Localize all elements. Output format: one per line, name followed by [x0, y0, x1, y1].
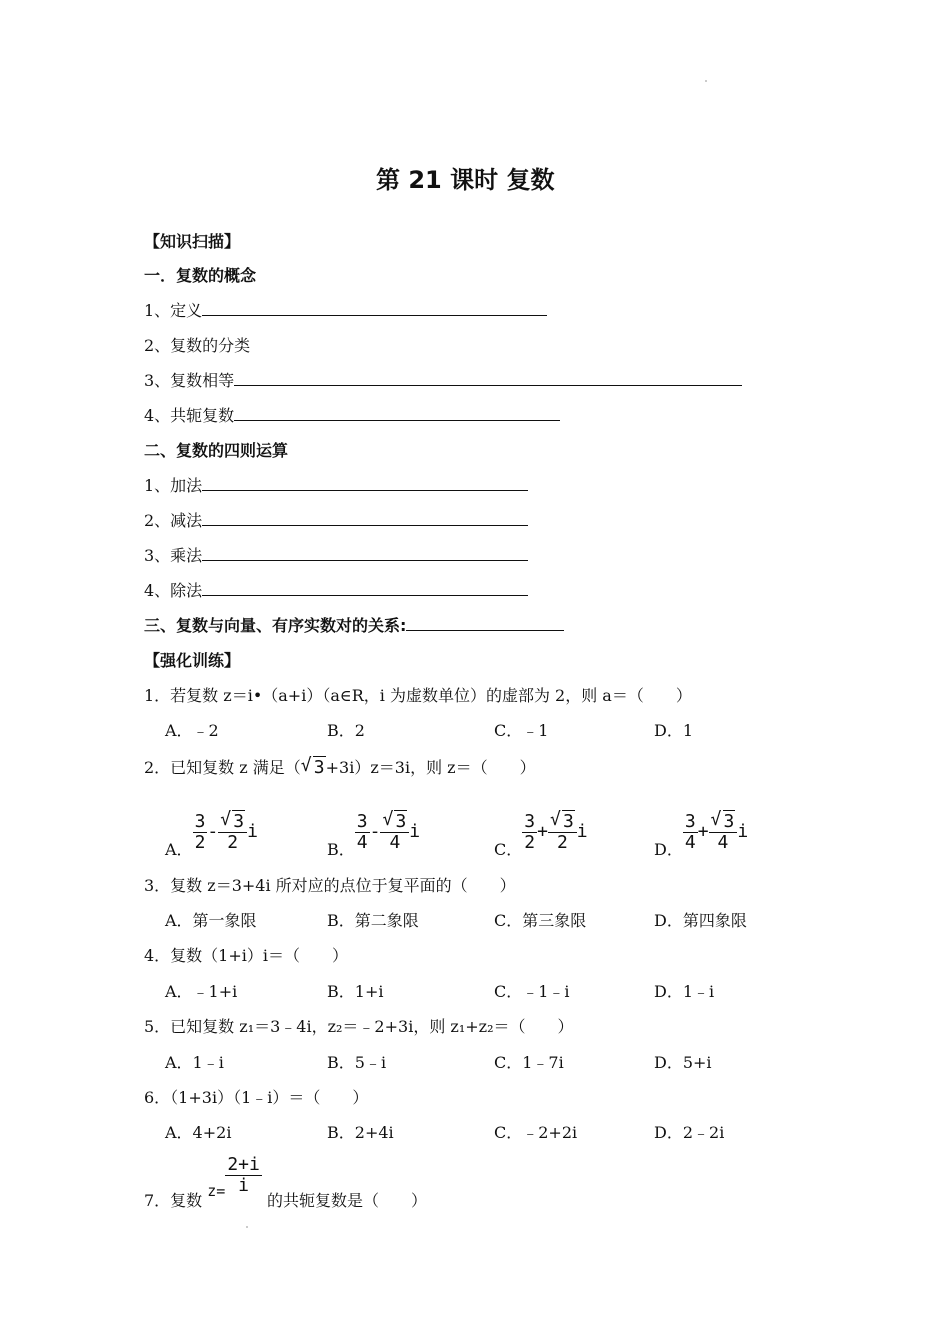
sqrt-radicand: 3 — [395, 811, 407, 832]
q2-option-a[interactable] — [165, 809, 258, 859]
sqrt-expression — [300, 755, 326, 778]
part2-item-subtraction — [144, 511, 528, 531]
section-training: 【强化训练】 — [144, 651, 241, 670]
fraction-numerator — [709, 809, 738, 833]
fill-blank[interactable] — [202, 581, 528, 596]
fraction-denominator: 4 — [717, 832, 729, 853]
sqrt-icon: √ — [220, 809, 232, 830]
q4-option-d[interactable]: D．1﹣i — [654, 982, 715, 1001]
part2-item-label: 4、除法 — [144, 581, 203, 600]
option-label: D． — [654, 840, 683, 859]
question-3-stem: 3．复数 z＝3+4i 所对应的点位于复平面的（ ） — [144, 876, 516, 895]
imaginary-unit: i — [576, 821, 588, 842]
q6-option-d[interactable]: D．2﹣2i — [654, 1123, 725, 1142]
option-label: B． — [327, 840, 355, 859]
operator: - — [207, 821, 219, 842]
question-7-stem — [144, 1154, 427, 1210]
decorative-dot — [246, 1226, 248, 1228]
part2-item-addition — [144, 476, 528, 496]
fraction — [548, 809, 577, 853]
fraction — [683, 812, 698, 853]
question-5-stem: 5．已知复数 z₁＝3﹣4i，z₂＝﹣2+3i，则 z₁+z₂＝（ ） — [144, 1017, 574, 1036]
sqrt-radicand: 3 — [562, 811, 574, 832]
fill-blank[interactable] — [202, 476, 528, 491]
decorative-dot — [705, 80, 707, 82]
part2-item-division — [144, 581, 528, 601]
q3-option-b[interactable]: B．第二象限 — [327, 911, 419, 930]
fraction — [355, 812, 370, 853]
part3-heading: 三、复数与向量、有序实数对的关系: — [144, 616, 407, 635]
q5-option-b[interactable]: B．5﹣i — [327, 1053, 387, 1072]
fraction — [522, 812, 537, 853]
q7-stem-pre: 7．复数 — [144, 1191, 203, 1210]
fraction-denominator: i — [238, 1175, 250, 1196]
question-1-stem: 1．若复数 z＝i•（a+i）（a∈R，i 为虚数单位）的虚部为 2，则 a＝（ ） — [144, 686, 692, 705]
q5-option-a[interactable]: A．1﹣i — [165, 1053, 224, 1072]
part2-item-label: 2、减法 — [144, 511, 203, 530]
fraction-denominator: 2 — [194, 832, 206, 853]
sqrt-radicand: 3 — [313, 757, 325, 778]
fill-blank[interactable] — [202, 511, 528, 526]
q2-option-c[interactable] — [494, 809, 588, 859]
fraction-denominator: 4 — [389, 832, 401, 853]
part1-item-label: 3、复数相等 — [144, 371, 235, 390]
fraction-numerator: 2+i — [227, 1154, 260, 1175]
imaginary-unit: i — [737, 821, 749, 842]
fraction-numerator: 3 — [524, 811, 536, 832]
part3-line — [144, 616, 564, 636]
sqrt-expression — [220, 809, 245, 832]
fraction-denominator: 2 — [227, 832, 239, 853]
q4-option-a[interactable]: A．﹣1+i — [165, 982, 238, 1001]
q7-stem-post: 的共轭复数是（ ） — [266, 1191, 427, 1210]
q4-option-b[interactable]: B．1+i — [327, 982, 384, 1001]
fraction-numerator: 3 — [684, 811, 696, 832]
q5-option-d[interactable]: D．5+i — [654, 1053, 712, 1072]
q3-option-d[interactable]: D．第四象限 — [654, 911, 747, 930]
part1-item-label: 4、共轭复数 — [144, 406, 235, 425]
question-6-stem: 6．（1+3i）（1﹣i）＝（ ） — [144, 1088, 369, 1107]
operator: + — [537, 821, 548, 842]
q7-z-symbol: z= — [207, 1182, 226, 1200]
part1-item-label: 2、复数的分类 — [144, 336, 251, 355]
option-label: C． — [494, 840, 523, 859]
sqrt-expression — [710, 809, 736, 832]
fill-blank[interactable] — [406, 616, 564, 631]
operator: + — [697, 821, 709, 842]
fraction-denominator: 2 — [524, 832, 536, 853]
part1-item-conjugate — [144, 406, 560, 426]
q2-stem-post: +3i）z＝3i，则 z＝（ ） — [325, 758, 536, 777]
fraction-denominator: 2 — [556, 832, 568, 853]
part1-heading: 一．复数的概念 — [144, 266, 257, 285]
fraction — [225, 1155, 262, 1196]
q3-option-a[interactable]: A．第一象限 — [165, 911, 257, 930]
fraction — [709, 809, 738, 853]
fraction-numerator: 3 — [356, 811, 368, 832]
part2-item-label: 1、加法 — [144, 476, 203, 495]
fraction-denominator: 4 — [356, 832, 368, 853]
sqrt-icon: √ — [300, 755, 312, 776]
part1-item-equality — [144, 371, 742, 391]
sqrt-icon: √ — [549, 809, 561, 830]
sqrt-icon: √ — [382, 809, 394, 830]
sqrt-radicand: 3 — [723, 811, 735, 832]
imaginary-unit: i — [409, 821, 421, 842]
fill-blank[interactable] — [234, 371, 742, 386]
q5-option-c[interactable]: C．1﹣7i — [494, 1053, 564, 1072]
fraction-numerator: 3 — [194, 811, 206, 832]
question-2-stem — [144, 755, 536, 778]
fill-blank[interactable] — [202, 301, 547, 316]
q2-stem-pre: 2．已知复数 z 满足（ — [144, 758, 301, 777]
q1-option-c[interactable]: C．﹣1 — [494, 721, 549, 740]
fraction-numerator — [218, 809, 247, 833]
part1-item-classification — [144, 336, 250, 356]
sqrt-icon: √ — [710, 809, 722, 830]
q1-option-b[interactable]: B．2 — [327, 721, 365, 740]
q6-option-b[interactable]: B．2+4i — [327, 1123, 394, 1142]
q2-option-d[interactable] — [654, 809, 749, 859]
operator: - — [369, 821, 381, 842]
part2-item-multiplication — [144, 546, 528, 566]
question-4-stem: 4．复数（1+i）i＝（ ） — [144, 946, 349, 965]
page-title: 第 21 课时 复数 — [376, 166, 555, 194]
part2-heading: 二、复数的四则运算 — [144, 441, 289, 460]
fraction-numerator — [548, 809, 577, 833]
q1-option-a[interactable]: A．﹣2 — [165, 721, 219, 740]
q6-option-c[interactable]: C．﹣2+2i — [494, 1123, 578, 1142]
q1-option-d[interactable]: D．1 — [654, 721, 694, 740]
sqrt-radicand: 3 — [233, 811, 245, 832]
q6-option-a[interactable]: A．4+2i — [165, 1123, 232, 1142]
q4-option-c[interactable]: C．﹣1﹣i — [494, 982, 570, 1001]
fraction-numerator — [380, 809, 409, 833]
fraction — [193, 812, 208, 853]
sqrt-expression — [382, 809, 407, 832]
fill-blank[interactable] — [202, 546, 528, 561]
fraction — [380, 809, 409, 853]
q2-option-b[interactable] — [327, 809, 421, 859]
part1-item-definition — [144, 301, 547, 321]
option-label: A． — [165, 840, 193, 859]
imaginary-unit: i — [247, 821, 258, 842]
part1-item-label: 1、定义 — [144, 301, 203, 320]
part2-item-label: 3、乘法 — [144, 546, 203, 565]
fill-blank[interactable] — [234, 406, 560, 421]
q3-option-c[interactable]: C．第三象限 — [494, 911, 587, 930]
fraction-denominator: 4 — [684, 832, 696, 853]
sqrt-expression — [549, 809, 575, 832]
section-knowledge-scan: 【知识扫描】 — [144, 232, 241, 251]
fraction — [218, 809, 247, 853]
